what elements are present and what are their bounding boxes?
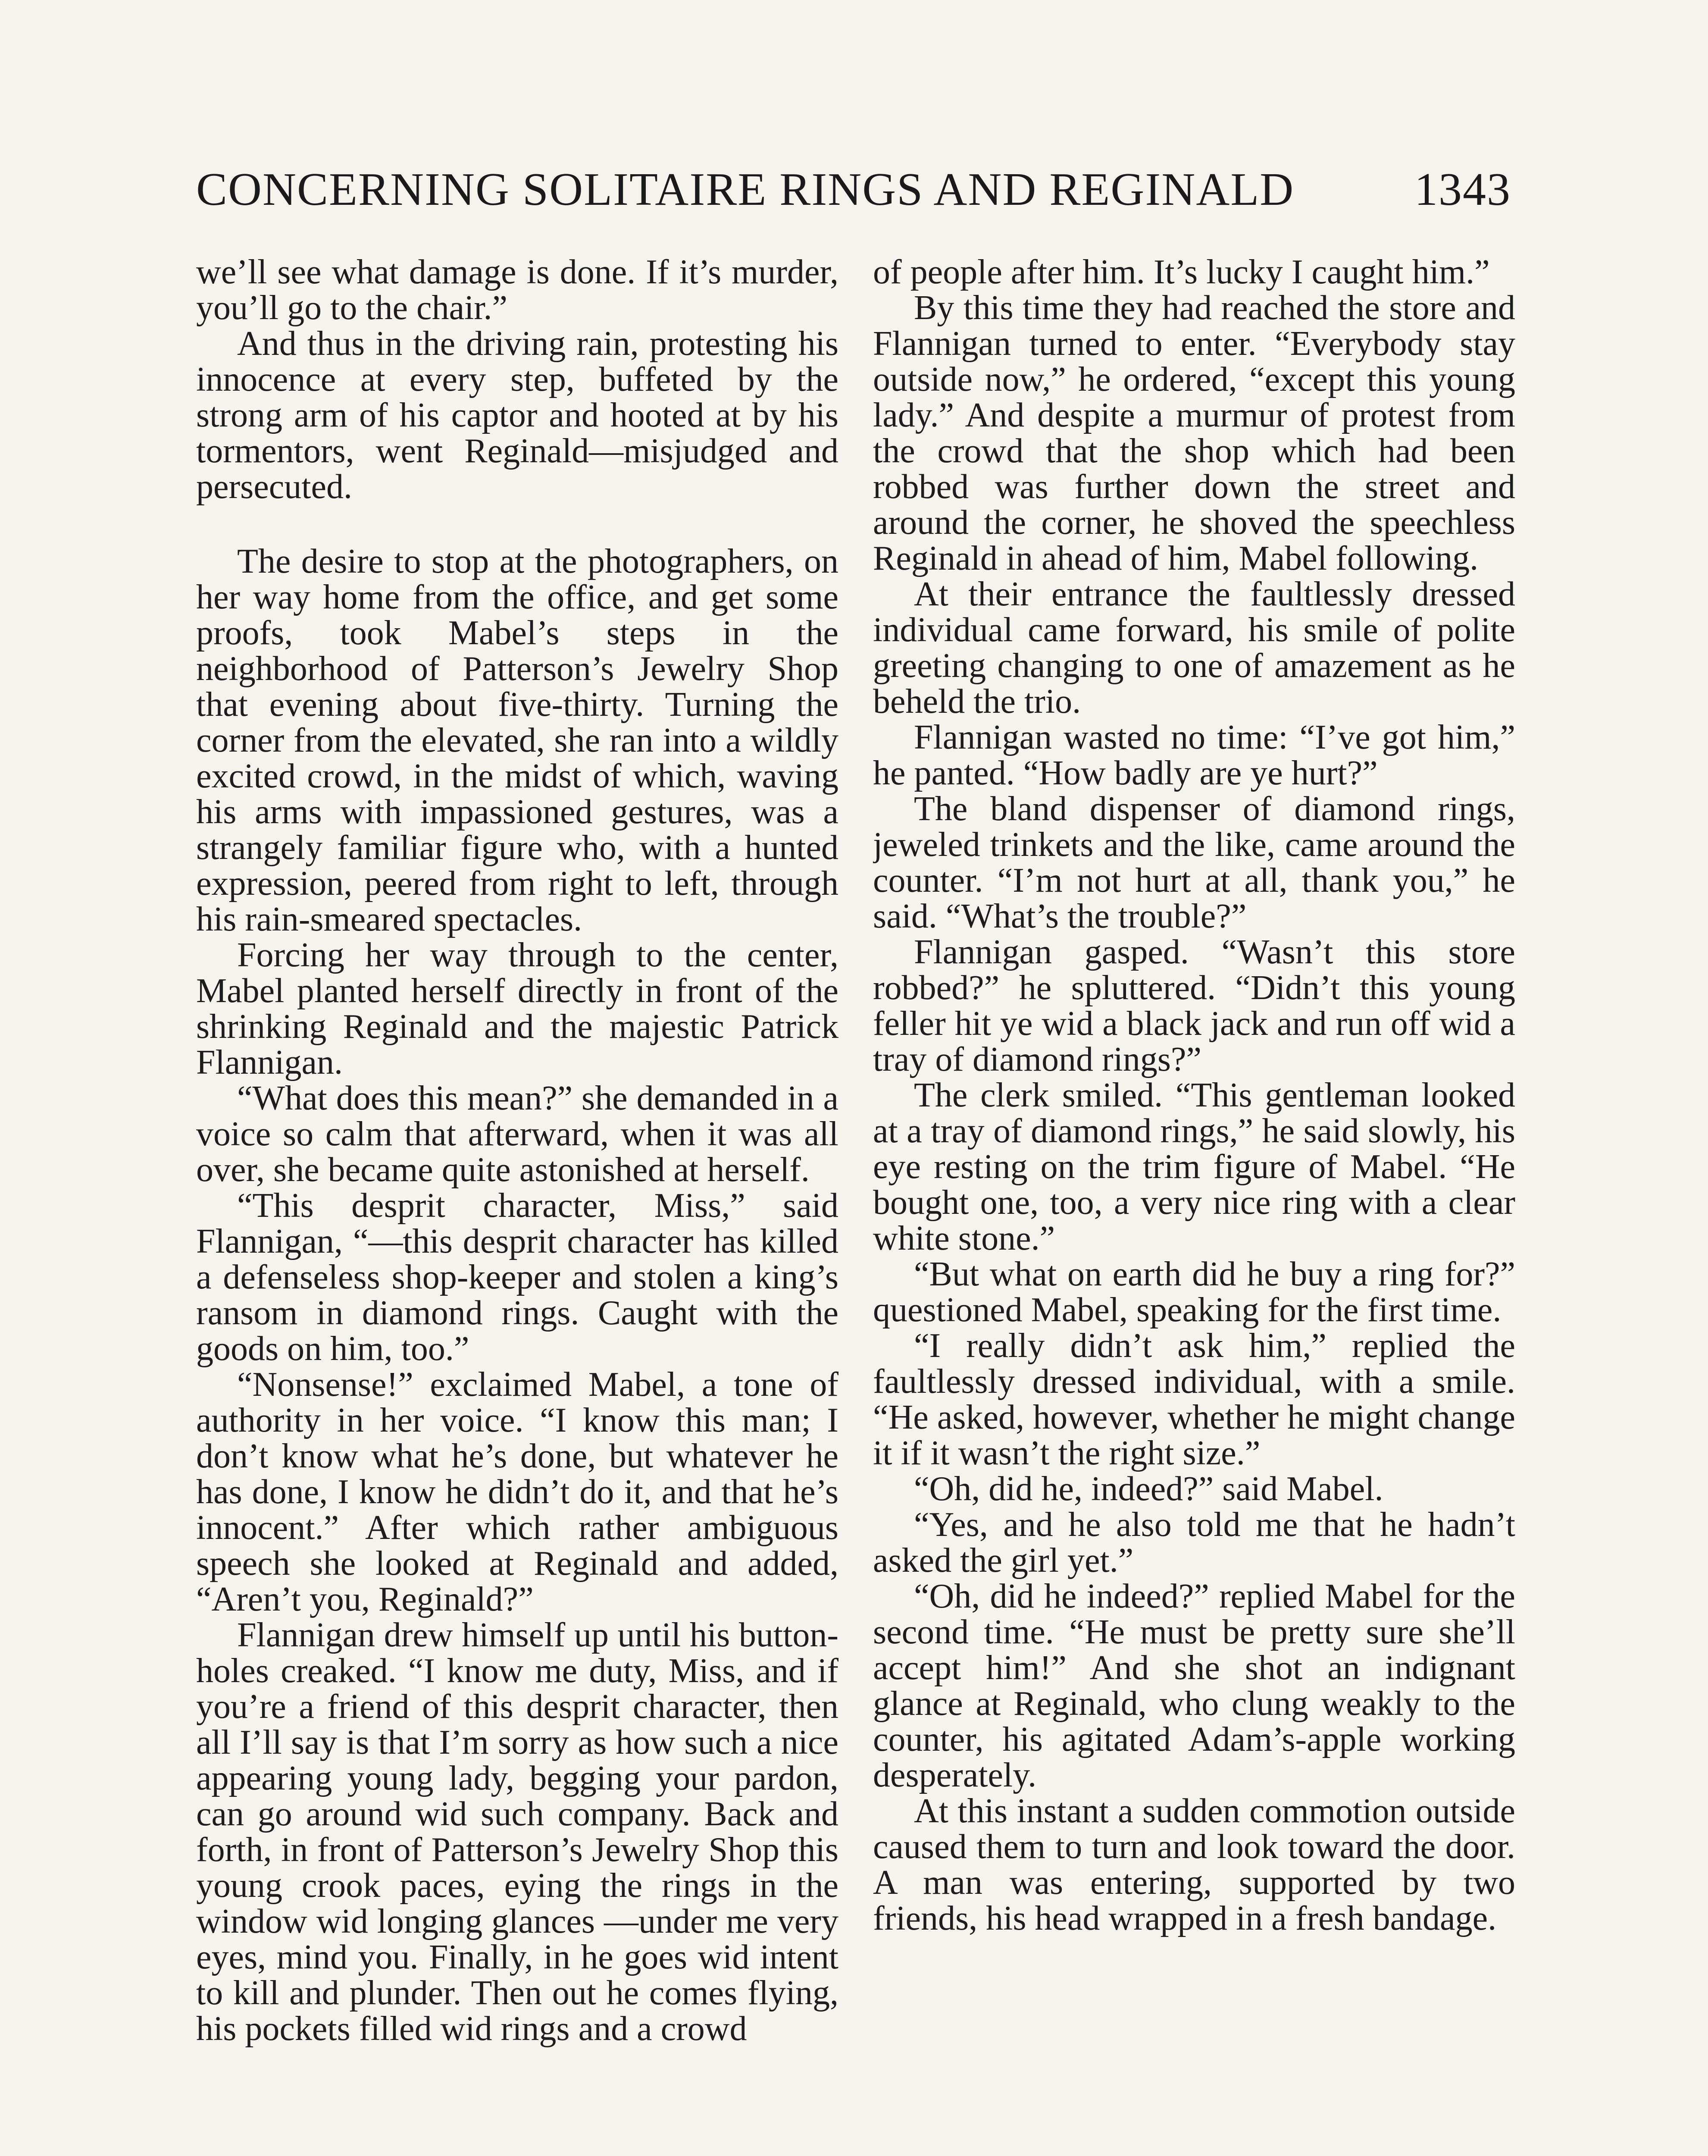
paragraph: Forcing her way through to the center, Mabel planted herself directly in front of the shrinking Reginald and the majestic Patrick Flannigan. (196, 936, 838, 1081)
paragraph: At this instant a sudden commotion outside caused them to turn and look toward the door. A man was entering, supported by two friends, his head wrapped in a fresh bandage. (873, 1792, 1515, 1937)
page-number: 1343 (1414, 164, 1511, 215)
paragraph: And thus in the driving rain, protesting his innocence at every step, buffeted by the strong arm of his captor and hooted at by his tormentors, went Reginald—misjudged and persecuted. (196, 325, 838, 506)
paragraph: “Oh, did he, indeed?” said Mabel. (914, 1470, 1383, 1508)
paragraph: At their entrance the faultlessly dressed individual came forward, his smile of polite greeting changing to one of amazement as he beheld the trio. (873, 575, 1515, 721)
paragraph: we’ll see what damage is done. If it’s murder, you’ll go to the chair.” (196, 254, 838, 327)
paragraph: “Oh, did he indeed?” replied Mabel for the second time. “He must be pretty sure she’ll accept him!” And she shot an indignant glance at Reginald, who clung weakly to the counter, his agitated Adam’s-apple working desperately. (873, 1577, 1515, 1794)
paragraph: The clerk smiled. “This gentleman looked at a tray of diamond rings,” he said slowly, his eye resting on the trim figure of Mabel. “He bought one, too, a very nice ring with a clear white stone.” (873, 1076, 1515, 1257)
right-column (873, 254, 1515, 2156)
paragraph: “Nonsense!” exclaimed Mabel, a tone of authority in her voice. “I know this man; I don’t know what he’s done, but whatever he has done, I know he didn’t do it, and that he’s innocent.” After which rather ambiguous speech she looked at Reginald and added, “Aren’t you, Reginald?” (196, 1366, 838, 1618)
paragraph: “Yes, and he also told me that he hadn’t asked the girl yet.” (873, 1506, 1515, 1579)
paragraph: Flannigan gasped. “Wasn’t this store robbed?” he spluttered. “Didn’t this young feller hit ye wid a black jack and run off wid a tray of diamond rings?” (873, 933, 1515, 1078)
paragraph: The bland dispenser of diamond rings, jeweled trinkets and the like, came around the counter. “I’m not hurt at all, thank you,” he said. “What’s the trouble?” (873, 790, 1515, 935)
running-header (196, 155, 1511, 224)
paragraph: of people after him. It’s lucky I caught him.” (873, 254, 1490, 291)
paragraph: “I really didn’t ask him,” replied the faultlessly dressed individual, with a smile. “He asked, however, whether he might change it if it wasn’t the right size.” (873, 1327, 1515, 1472)
paragraph: “But what on earth did he buy a ring for?” questioned Mabel, speaking for the first time. (873, 1255, 1515, 1329)
paragraph: Flannigan wasted no time: “I’ve got him,” he panted. “How badly are ye hurt?” (873, 718, 1515, 792)
paragraph: “What does this mean?” she demanded in a voice so calm that afterward, when it was all over, she became quite astonished at herself. (196, 1079, 838, 1189)
paragraph: By this time they had reached the store and Flannigan turned to enter. “Everybody stay outside now,” he ordered, “except this young lady.” And despite a murmur of protest from the crowd that the shop which had been robbed was further down the street and around the corner, he shoved the speechless Reginald in ahead of him, Mabel following. (873, 289, 1515, 577)
paragraph: Flannigan drew himself up until his button-holes creaked. “I know me duty, Miss, and if you’re a friend of this desprit character, then all I’ll say is that I’m sorry as how such a nice appearing young lady, begging your pardon, can go around wid such company. Back and forth, in front of Patterson’s Jewelry Shop this young crook paces, eying the rings in the window wid longing glances —under me very eyes, mind you. Finally, in he goes wid intent to kill and plunder. Then out he comes flying, his pockets filled wid rings and a crowd (196, 1616, 838, 2048)
paragraph: “This desprit character, Miss,” said Flannigan, “—this desprit character has killed a defenseless shop-keeper and stolen a king’s ransom in diamond rings. Caught with the goods on him, too.” (196, 1187, 838, 1368)
running-title: CONCERNING SOLITAIRE RINGS AND REGINALD (196, 164, 1295, 215)
left-column (196, 254, 838, 2156)
paragraph: The desire to stop at the photographers, on her way home from the office, and get some proofs, took Mabel’s steps in the neighborhood of Patterson’s Jewelry Shop that evening about five-thirty. Turning the corner from the elevated, she ran into a wildly excited crowd, in the midst of which, waving his arms with impassioned gestures, was a strangely familiar figure who, with a hunted expression, peered from right to left, through his rain-smeared spectacles. (196, 542, 838, 938)
